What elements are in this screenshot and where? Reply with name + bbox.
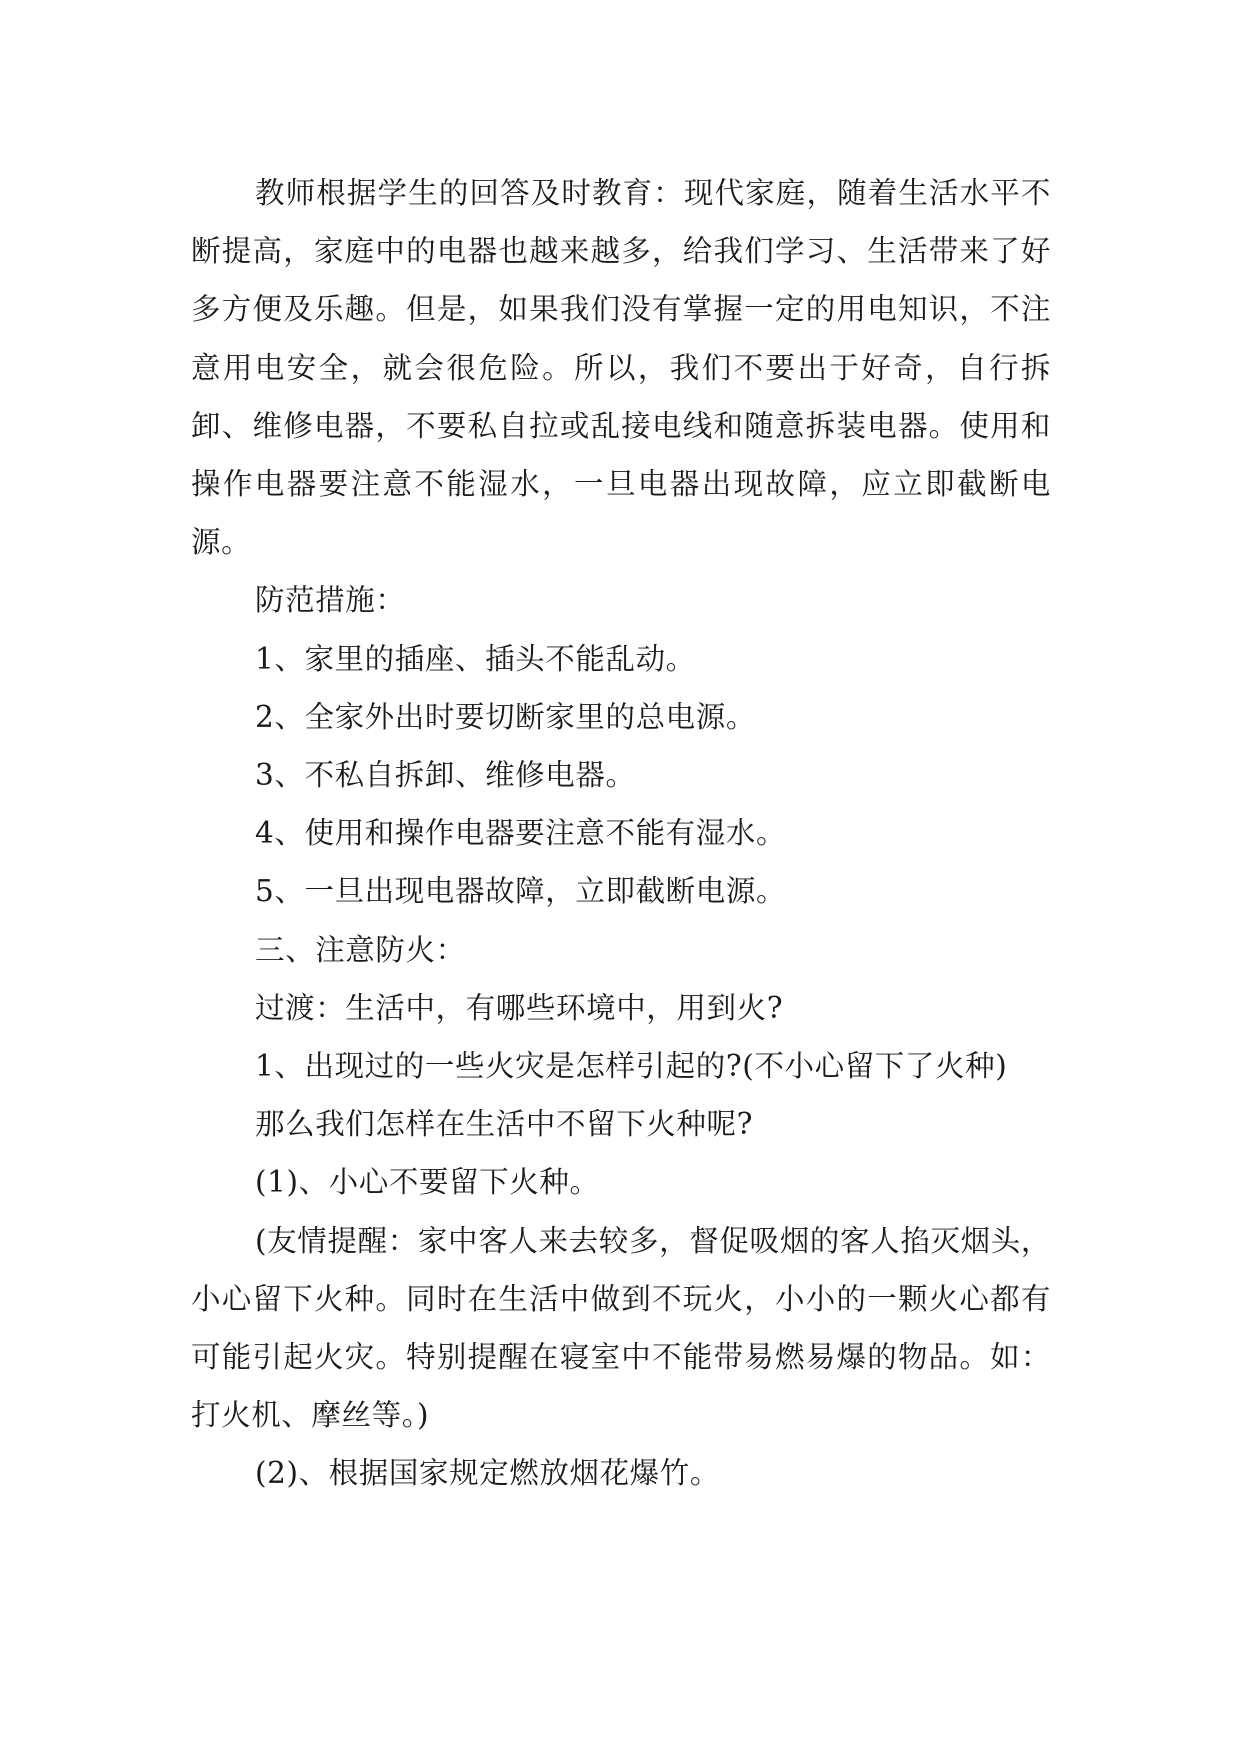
- list-item: 4、使用和操作电器要注意不能有湿水。: [255, 816, 787, 851]
- list-item: (2)、根据国家规定燃放烟花爆竹。: [255, 1456, 720, 1491]
- paragraph-prevention-heading: 防范措施：: [255, 583, 406, 618]
- paragraph-question-no-fire: 那么我们怎样在生活中不留下火种呢?: [255, 1107, 754, 1142]
- list-item: 5、一旦出现电器故障，立即截断电源。: [255, 874, 787, 909]
- paragraph-question-fire-cause: 1、出现过的一些火灾是怎样引起的?(不小心留下了火种): [255, 1049, 1008, 1084]
- list-item: 3、不私自拆卸、维修电器。: [255, 758, 636, 793]
- list-item: 2、全家外出时要切断家里的总电源。: [255, 699, 756, 734]
- paragraph-transition: 过渡：生活中，有哪些环境中，用到火?: [255, 990, 784, 1025]
- document-body: [191, 164, 1051, 1503]
- section-heading-fire-prevention: 三、注意防火：: [255, 932, 466, 967]
- paragraph-friendly-reminder: (友情提醒：家中客人来去较多，督促吸烟的客人掐灭烟头，小心留下火种。同时在生活中做到不玩火，小小的一颗火心都有可能引起火灾。特别提醒在寝室中不能带易燃易爆的物品。如：打火机、摩丝等。): [191, 1223, 1051, 1433]
- paragraph-teacher-education: 教师根据学生的回答及时教育：现代家庭，随着生活水平不断提高，家庭中的电器也越来越多，给我们学习、生活带来了好多方便及乐趣。但是，如果我们没有掌握一定的用电知识，不注意用电安全，就会很危险。所以，我们不要出于好奇，自行拆卸、维修电器，不要私自拉或乱接电线和随意拆装电器。使用和操作电器要注意不能湿水，一旦电器出现故障，应立即截断电源。: [191, 176, 1051, 560]
- list-item: (1)、小心不要留下火种。: [255, 1165, 600, 1200]
- list-item: 1、家里的插座、插头不能乱动。: [255, 641, 696, 676]
